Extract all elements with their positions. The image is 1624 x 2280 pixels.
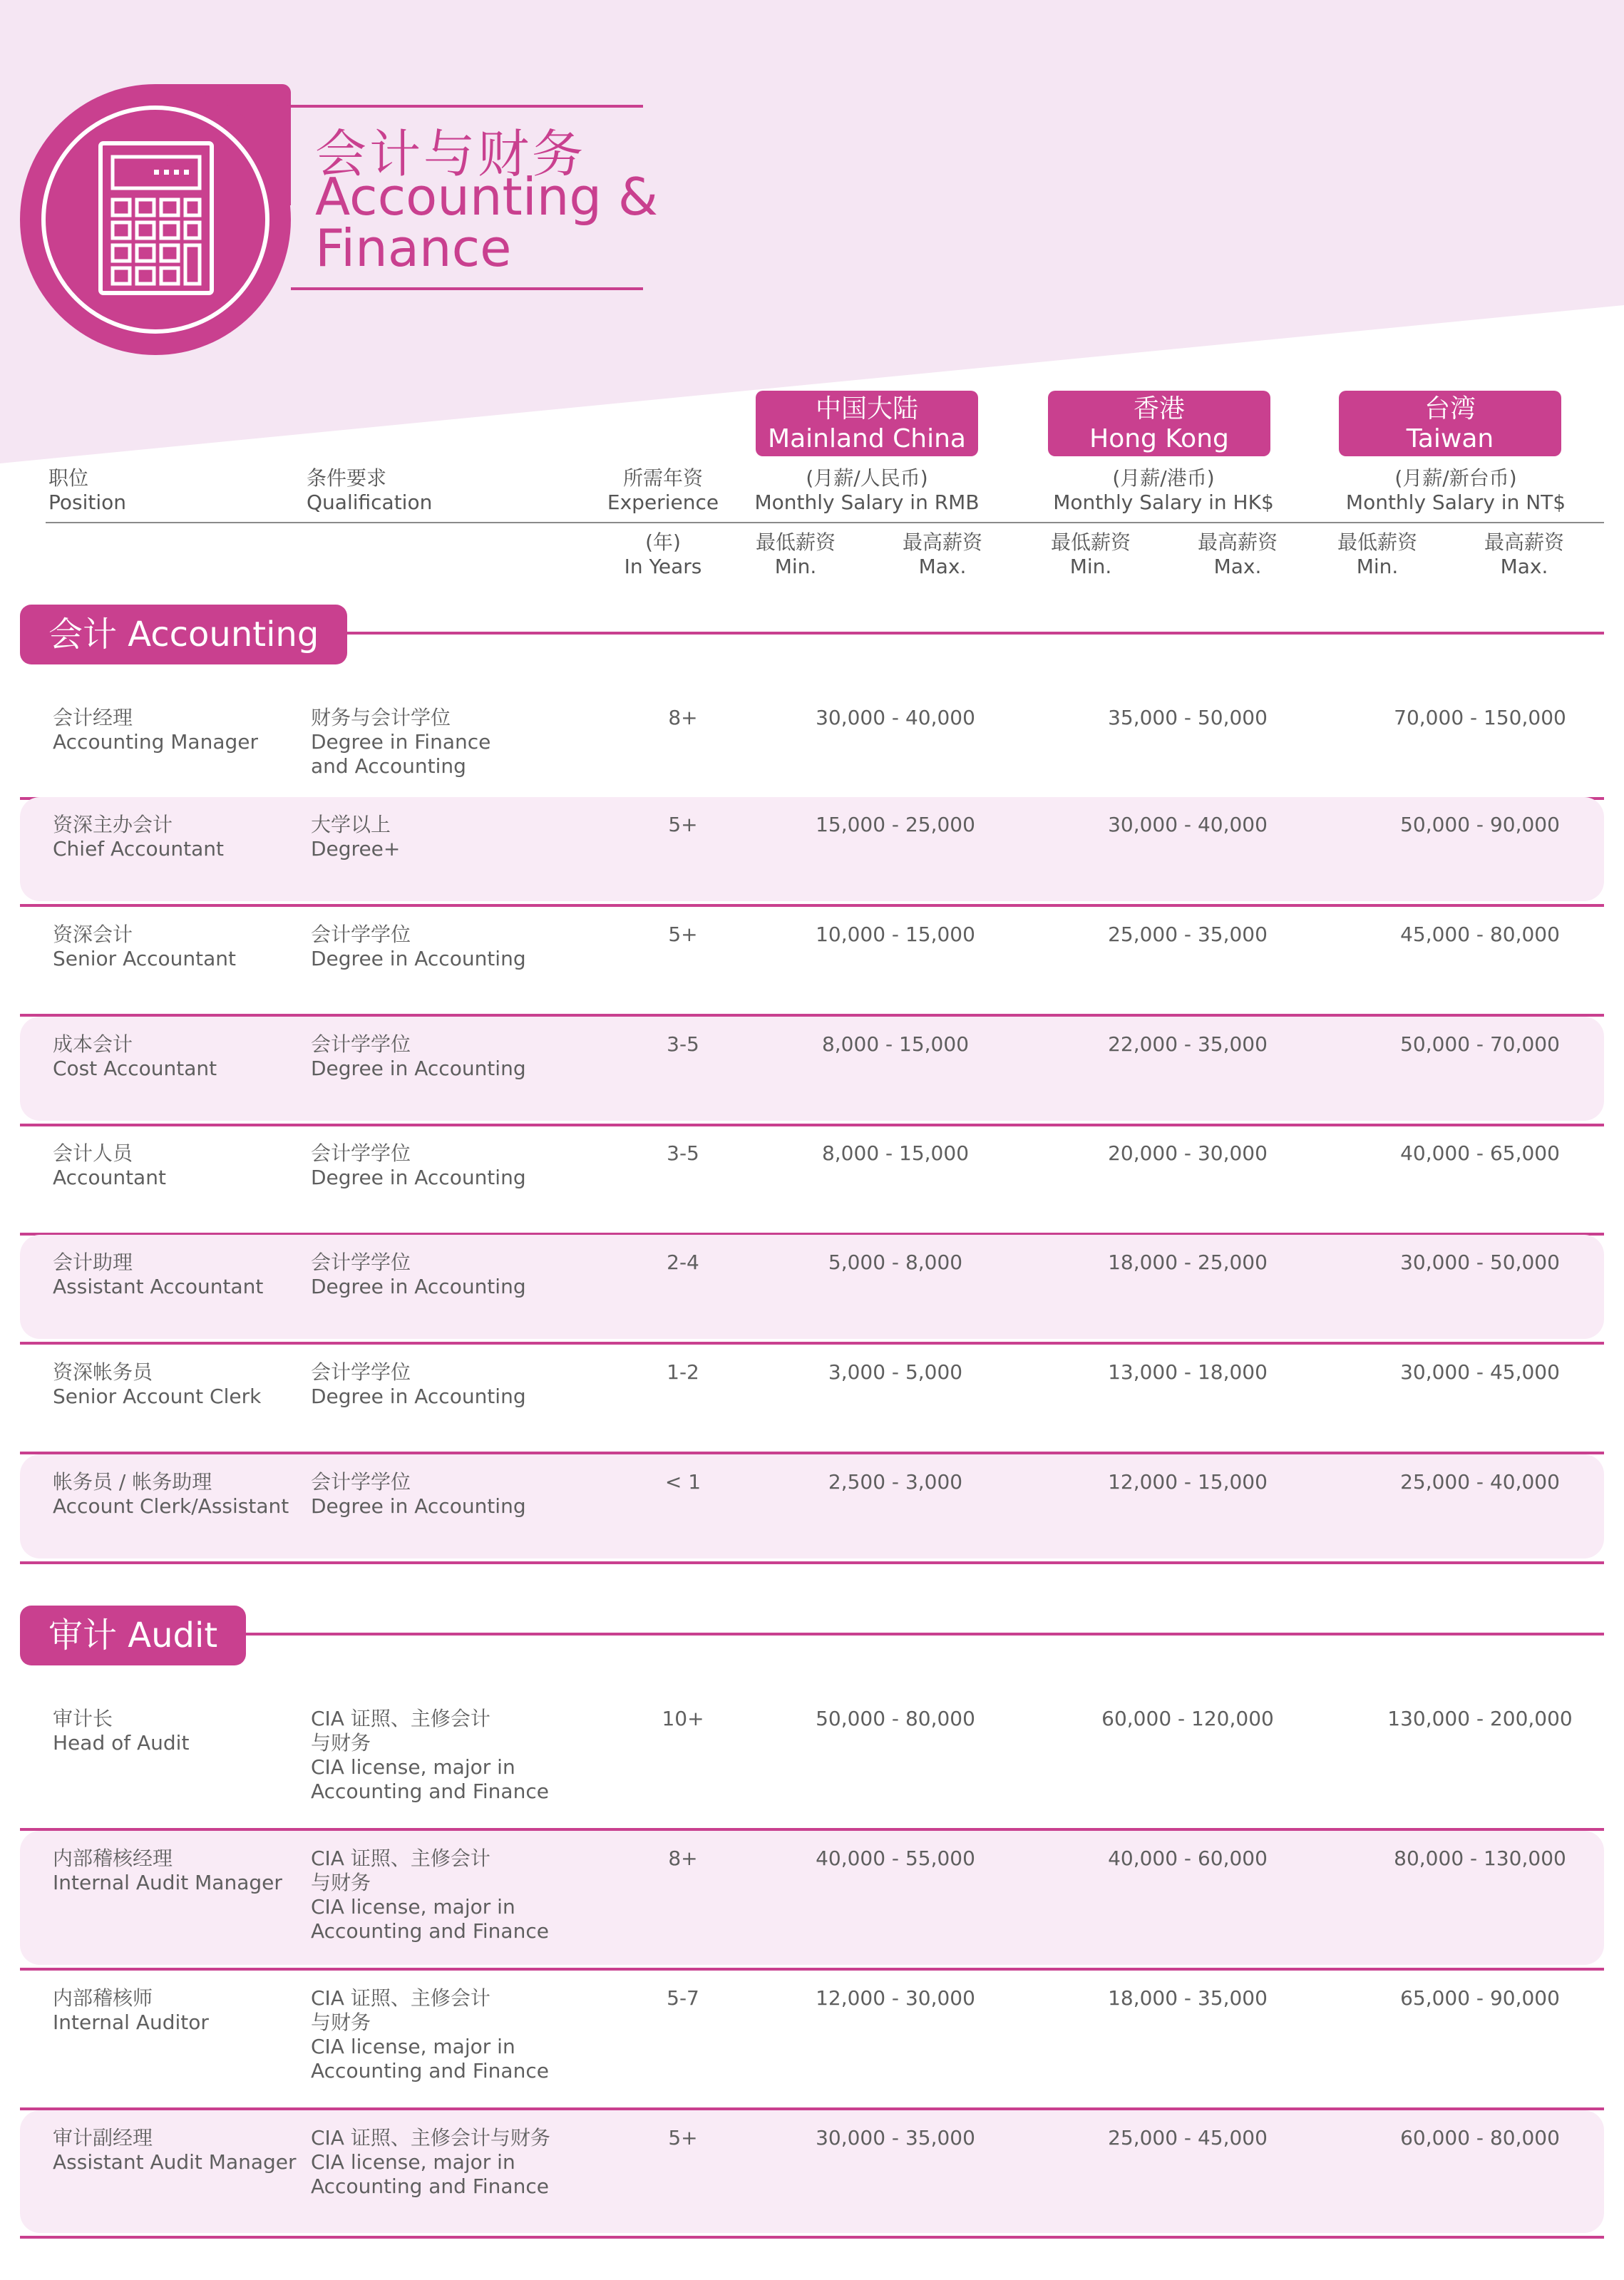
region-badge-taiwan: 台湾 Taiwan bbox=[1339, 391, 1561, 456]
salary-hongkong-cell: 12,000 - 15,000 bbox=[1108, 1470, 1268, 1494]
experience-cell: 8+ bbox=[668, 706, 698, 729]
experience-cell: 5-7 bbox=[667, 1986, 699, 2010]
qualification-cell: 会计学学位 Degree in Accounting bbox=[311, 1360, 526, 1408]
row-divider bbox=[20, 2236, 1604, 2239]
experience-cell: 5+ bbox=[668, 2126, 698, 2150]
subheader-years: (年) In Years bbox=[624, 530, 702, 578]
position-cell: 资深主办会计 Chief Accountant bbox=[53, 813, 224, 861]
header-divider bbox=[46, 522, 1604, 523]
qualification-cell: CIA 证照、主修会计与财务 CIA license, major in Accounting and Finance bbox=[311, 2126, 550, 2198]
salary-mainland-cell: 8,000 - 15,000 bbox=[821, 1141, 970, 1165]
salary-mainland-cell: 30,000 - 35,000 bbox=[816, 2126, 975, 2150]
salary-hongkong-cell: 18,000 - 25,000 bbox=[1108, 1251, 1268, 1274]
salary-taiwan-cell: 70,000 - 150,000 bbox=[1394, 706, 1566, 729]
experience-cell: 8+ bbox=[668, 1847, 698, 1870]
salary-taiwan-cell: 65,000 - 90,000 bbox=[1400, 1986, 1560, 2010]
col-header-salary-hongkong: (月薪/港币) Monthly Salary in HK$ bbox=[1053, 466, 1274, 514]
col-header-position: 职位 Position bbox=[48, 466, 127, 514]
salary-mainland-cell: 2,500 - 3,000 bbox=[828, 1470, 963, 1494]
salary-taiwan-cell: 25,000 - 40,000 bbox=[1400, 1470, 1560, 1494]
table-row bbox=[20, 1452, 1604, 1561]
position-cell: 会计经理 Accounting Manager bbox=[53, 706, 258, 754]
page-title-cn: 会计与财务 bbox=[315, 124, 587, 184]
subheader-max-taiwan: 最高薪资 Max. bbox=[1484, 530, 1564, 578]
experience-cell: < 1 bbox=[664, 1470, 701, 1494]
position-cell: 内部稽核师 Internal Auditor bbox=[53, 1986, 209, 2034]
calculator-icon bbox=[97, 140, 215, 297]
qualification-cell: CIA 证照、主修会计 与财务 CIA license, major in Accounting and Finance bbox=[311, 1707, 549, 1803]
salary-taiwan-cell: 80,000 - 130,000 bbox=[1394, 1847, 1566, 1870]
experience-cell: 3-5 bbox=[667, 1032, 699, 1056]
position-cell: 资深帐务员 Senior Account Clerk bbox=[53, 1360, 262, 1408]
col-header-qualification: 条件要求 Qualification bbox=[307, 466, 433, 514]
table-row bbox=[20, 904, 1604, 1014]
salary-taiwan-cell: 50,000 - 90,000 bbox=[1400, 813, 1560, 836]
salary-hongkong-cell: 18,000 - 35,000 bbox=[1108, 1986, 1268, 2010]
experience-cell: 3-5 bbox=[667, 1141, 699, 1165]
salary-hongkong-cell: 25,000 - 35,000 bbox=[1108, 923, 1268, 946]
subheader-max-mainland: 最高薪资 Max. bbox=[902, 530, 982, 578]
salary-hongkong-cell: 25,000 - 45,000 bbox=[1108, 2126, 1268, 2150]
salary-mainland-cell: 8,000 - 15,000 bbox=[821, 1032, 970, 1056]
section-rule-accounting bbox=[342, 632, 1604, 635]
section-title-accounting: 会计 Accounting bbox=[20, 605, 347, 664]
col-header-salary-mainland: (月薪/人民币) Monthly Salary in RMB bbox=[754, 466, 980, 514]
salary-taiwan-cell: 60,000 - 80,000 bbox=[1400, 2126, 1560, 2150]
qualification-cell: 大学以上 Degree+ bbox=[311, 813, 401, 861]
section-rule-audit bbox=[245, 1633, 1604, 1635]
title-rule-top bbox=[291, 105, 643, 108]
qualification-cell: CIA 证照、主修会计 与财务 CIA license, major in Accounting and Finance bbox=[311, 1986, 549, 2083]
table-row bbox=[20, 1123, 1604, 1233]
position-cell: 审计长 Head of Audit bbox=[53, 1707, 190, 1755]
salary-taiwan-cell: 30,000 - 45,000 bbox=[1400, 1360, 1560, 1384]
experience-cell: 2-4 bbox=[667, 1251, 699, 1274]
position-cell: 资深会计 Senior Accountant bbox=[53, 923, 237, 970]
table-row bbox=[20, 1968, 1604, 2107]
salary-hongkong-cell: 20,000 - 30,000 bbox=[1108, 1141, 1268, 1165]
col-header-experience: 所需年资 Experience bbox=[607, 466, 719, 514]
row-divider bbox=[20, 1561, 1604, 1564]
salary-taiwan-cell: 130,000 - 200,000 bbox=[1387, 1707, 1573, 1730]
salary-hongkong-cell: 35,000 - 50,000 bbox=[1108, 706, 1268, 729]
salary-mainland-cell: 50,000 - 80,000 bbox=[816, 1707, 975, 1730]
qualification-cell: 会计学学位 Degree in Accounting bbox=[311, 1470, 526, 1518]
section-title-audit: 审计 Audit bbox=[20, 1606, 246, 1665]
table-row bbox=[20, 1232, 1604, 1342]
table-row bbox=[20, 1342, 1604, 1452]
table-row bbox=[20, 2107, 1604, 2236]
title-rule-bottom bbox=[291, 287, 643, 290]
qualification-cell: 会计学学位 Degree in Accounting bbox=[311, 1251, 526, 1298]
salary-taiwan-cell: 45,000 - 80,000 bbox=[1400, 923, 1560, 946]
qualification-cell: 会计学学位 Degree in Accounting bbox=[311, 1032, 526, 1080]
table-row bbox=[20, 794, 1604, 904]
col-header-salary-taiwan: (月薪/新台币) Monthly Salary in NT$ bbox=[1345, 466, 1566, 514]
salary-mainland-cell: 15,000 - 25,000 bbox=[816, 813, 975, 836]
salary-mainland-cell: 3,000 - 5,000 bbox=[828, 1360, 963, 1384]
table-row bbox=[20, 1828, 1604, 1968]
position-cell: 审计副经理 Assistant Audit Manager bbox=[53, 2126, 297, 2174]
position-cell: 会计人员 Accountant bbox=[53, 1141, 166, 1189]
salary-hongkong-cell: 60,000 - 120,000 bbox=[1101, 1707, 1274, 1730]
position-cell: 内部稽核经理 Internal Audit Manager bbox=[53, 1847, 282, 1894]
salary-hongkong-cell: 22,000 - 35,000 bbox=[1108, 1032, 1268, 1056]
page-title-en: Accounting & Finance bbox=[315, 167, 659, 278]
region-badge-hongkong: 香港 Hong Kong bbox=[1048, 391, 1270, 456]
qualification-cell: 财务与会计学位 Degree in Finance and Accounting bbox=[311, 706, 491, 778]
table-row bbox=[20, 1014, 1604, 1124]
subheader-min-mainland: 最低薪资 Min. bbox=[755, 530, 836, 578]
salary-mainland-cell: 12,000 - 30,000 bbox=[816, 1986, 975, 2010]
salary-hongkong-cell: 30,000 - 40,000 bbox=[1108, 813, 1268, 836]
subheader-min-taiwan: 最低薪资 Min. bbox=[1337, 530, 1417, 578]
experience-cell: 1-2 bbox=[667, 1360, 699, 1384]
salary-taiwan-cell: 50,000 - 70,000 bbox=[1400, 1032, 1560, 1056]
subheader-min-hongkong: 最低薪资 Min. bbox=[1050, 530, 1131, 578]
table-row bbox=[20, 687, 1604, 797]
salary-mainland-cell: 10,000 - 15,000 bbox=[816, 923, 975, 946]
table-row bbox=[20, 1688, 1604, 1828]
salary-taiwan-cell: 40,000 - 65,000 bbox=[1400, 1141, 1560, 1165]
subheader-max-hongkong: 最高薪资 Max. bbox=[1197, 530, 1278, 578]
salary-mainland-cell: 40,000 - 55,000 bbox=[816, 1847, 975, 1870]
qualification-cell: CIA 证照、主修会计 与财务 CIA license, major in Accounting and Finance bbox=[311, 1847, 549, 1943]
experience-cell: 10+ bbox=[662, 1707, 704, 1730]
experience-cell: 5+ bbox=[668, 923, 698, 946]
position-cell: 成本会计 Cost Accountant bbox=[53, 1032, 217, 1080]
salary-mainland-cell: 30,000 - 40,000 bbox=[816, 706, 975, 729]
salary-mainland-cell: 5,000 - 8,000 bbox=[828, 1251, 963, 1274]
experience-cell: 5+ bbox=[668, 813, 698, 836]
salary-hongkong-cell: 40,000 - 60,000 bbox=[1108, 1847, 1268, 1870]
salary-taiwan-cell: 30,000 - 50,000 bbox=[1400, 1251, 1560, 1274]
qualification-cell: 会计学学位 Degree in Accounting bbox=[311, 923, 526, 970]
position-cell: 会计助理 Assistant Accountant bbox=[53, 1251, 264, 1298]
qualification-cell: 会计学学位 Degree in Accounting bbox=[311, 1141, 526, 1189]
region-badge-mainland: 中国大陆 Mainland China bbox=[756, 391, 978, 456]
position-cell: 帐务员 / 帐务助理 Account Clerk/Assistant bbox=[53, 1470, 289, 1518]
salary-hongkong-cell: 13,000 - 18,000 bbox=[1108, 1360, 1268, 1384]
